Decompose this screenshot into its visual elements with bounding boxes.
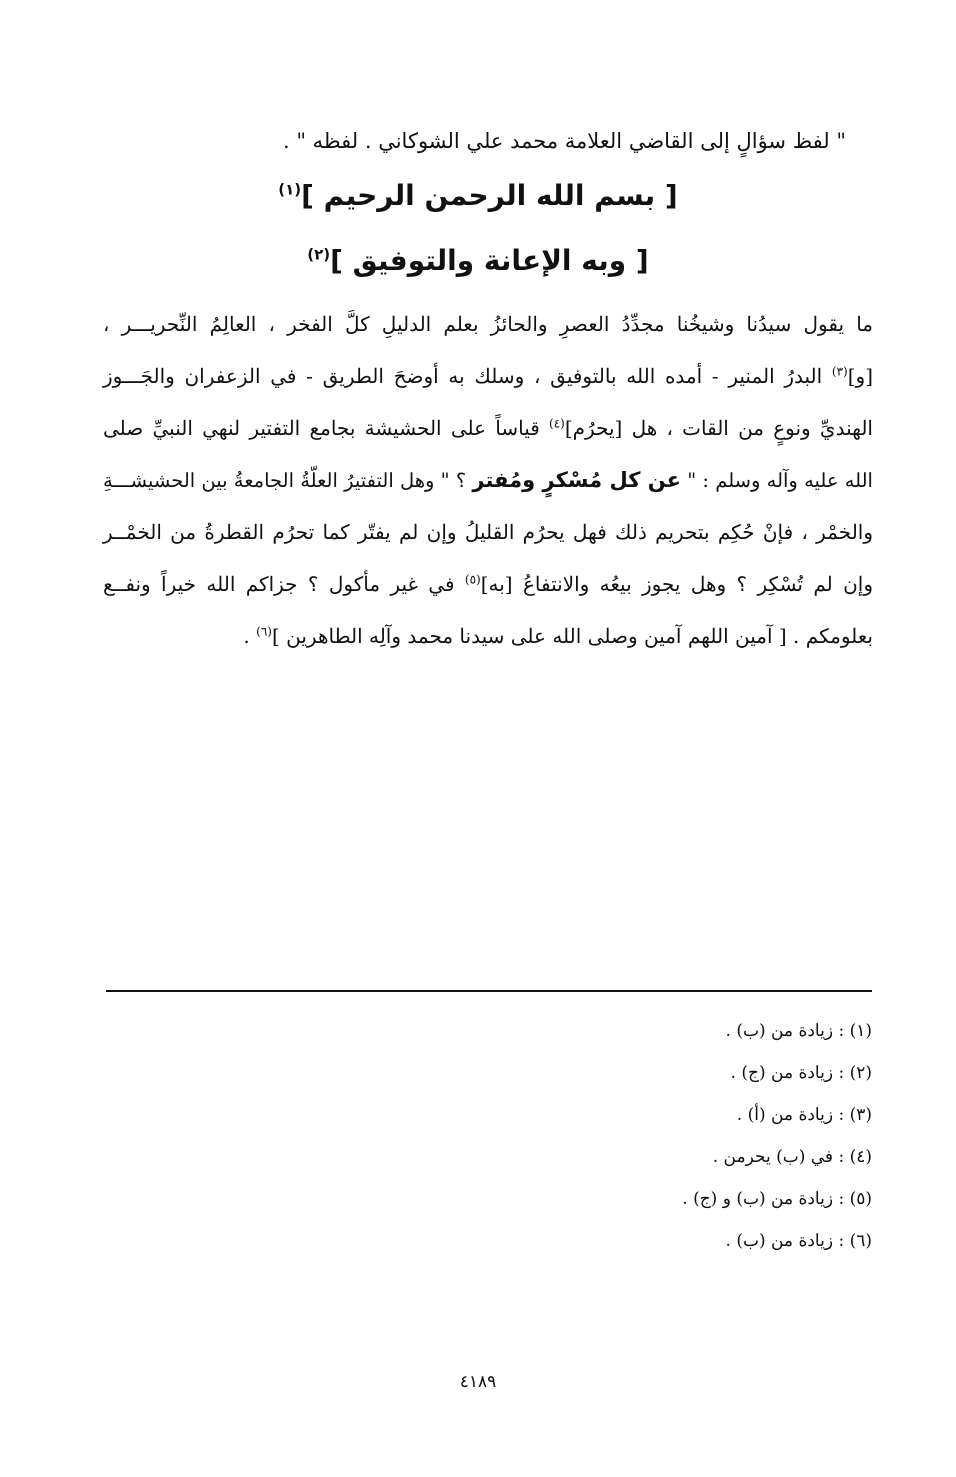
line-text: في غير مأكول ؟ جزاكم الله خيراً ونفــع: [103, 572, 465, 596]
intro-line: " لفظ سؤالٍ إلى القاضي العلامة محمد علي الشوكاني . لفظه " .: [282, 129, 846, 153]
footnote-ref-4: (٤): [549, 416, 565, 431]
footnote-ref-3: (٣): [831, 364, 848, 379]
footnote-ref-5: (٥): [464, 572, 481, 587]
footnote-1: (١) : زيادة من (ب) .: [725, 1021, 872, 1041]
paragraph-line-7: [103, 610, 873, 662]
line-text: [و]: [847, 364, 873, 388]
footnote-2: (٢) : زيادة من (ج) .: [730, 1063, 872, 1083]
paragraph-line-2: [103, 350, 873, 402]
line-text: .: [243, 624, 257, 648]
line-text: وإن لم تُسْكِر ؟ وهل يجوز بيعُه والانتفاعُ [به]: [480, 572, 873, 596]
page-number: ٤١٨٩: [459, 1372, 497, 1392]
footnote-separator: [106, 990, 872, 992]
basmala-text: [ بسم الله الرحمن الرحيم ]: [301, 179, 678, 212]
line-text: والخمْر ، فإنْ حُكِم بتحريم ذلك فهل يحرُم القليلُ وإن لم يفتّر كما تحرُم القطرةُ من الخمْــر: [103, 520, 873, 544]
line-text: الهنديِّ ونوعٍ من القات ، هل [يحرُم]: [564, 416, 873, 440]
footnote-ref-6: (٦): [256, 624, 272, 639]
subheading: [0, 241, 956, 281]
line-text: الله عليه وآله وسلم : ": [681, 469, 873, 492]
footnote-4: (٤) : في (ب) يحرمن .: [712, 1147, 872, 1167]
footnote-6: (٦) : زيادة من (ب) .: [725, 1231, 872, 1251]
line-text: ما يقول سيدُنا وشيخُنا مجدِّدُ العصرِ والحائزُ بعلم الدليلِ كلَّ الفخر ، العالِمُ النِّحريـــر ،: [103, 312, 873, 336]
subheading-text: [ وبه الإعانة والتوفيق ]: [330, 244, 649, 277]
footnote-5: (٥) : زيادة من (ب) و (ج) .: [682, 1189, 872, 1209]
footnote-ref-1: (١): [278, 180, 302, 199]
hadith-quote: عن كل مُسْكرٍ ومُفتر: [472, 468, 682, 492]
line-text: ؟ " وهل التفتيرُ العلّةُ الجامعةُ بين الحشيشـــةِ: [103, 469, 473, 492]
line-text: البدرُ المنير - أمده الله بالتوفيق ، وسلك به أوضحَ الطريق - في الزعفران والجَـــوز: [103, 364, 832, 388]
paragraph-line-3: [103, 402, 873, 454]
question-paragraph: [103, 298, 873, 662]
footnote-ref-2: (٢): [307, 245, 331, 264]
paragraph-line-6: [103, 558, 873, 610]
paragraph-line-4: [103, 454, 873, 506]
line-text: قياساً على الحشيشة بجامع التفتير لنهي النبيِّ صلى: [103, 416, 550, 440]
basmala-heading: [0, 176, 956, 216]
line-text: بعلومكم . [ آمين اللهم آمين وصلى الله على سيدنا محمد وآلِه الطاهرين ]: [271, 624, 873, 648]
paragraph-line-1: [103, 298, 873, 350]
paragraph-line-5: [103, 506, 873, 558]
footnotes: [372, 1010, 872, 1262]
footnote-3: (٣) : زيادة من (أ) .: [736, 1105, 872, 1125]
